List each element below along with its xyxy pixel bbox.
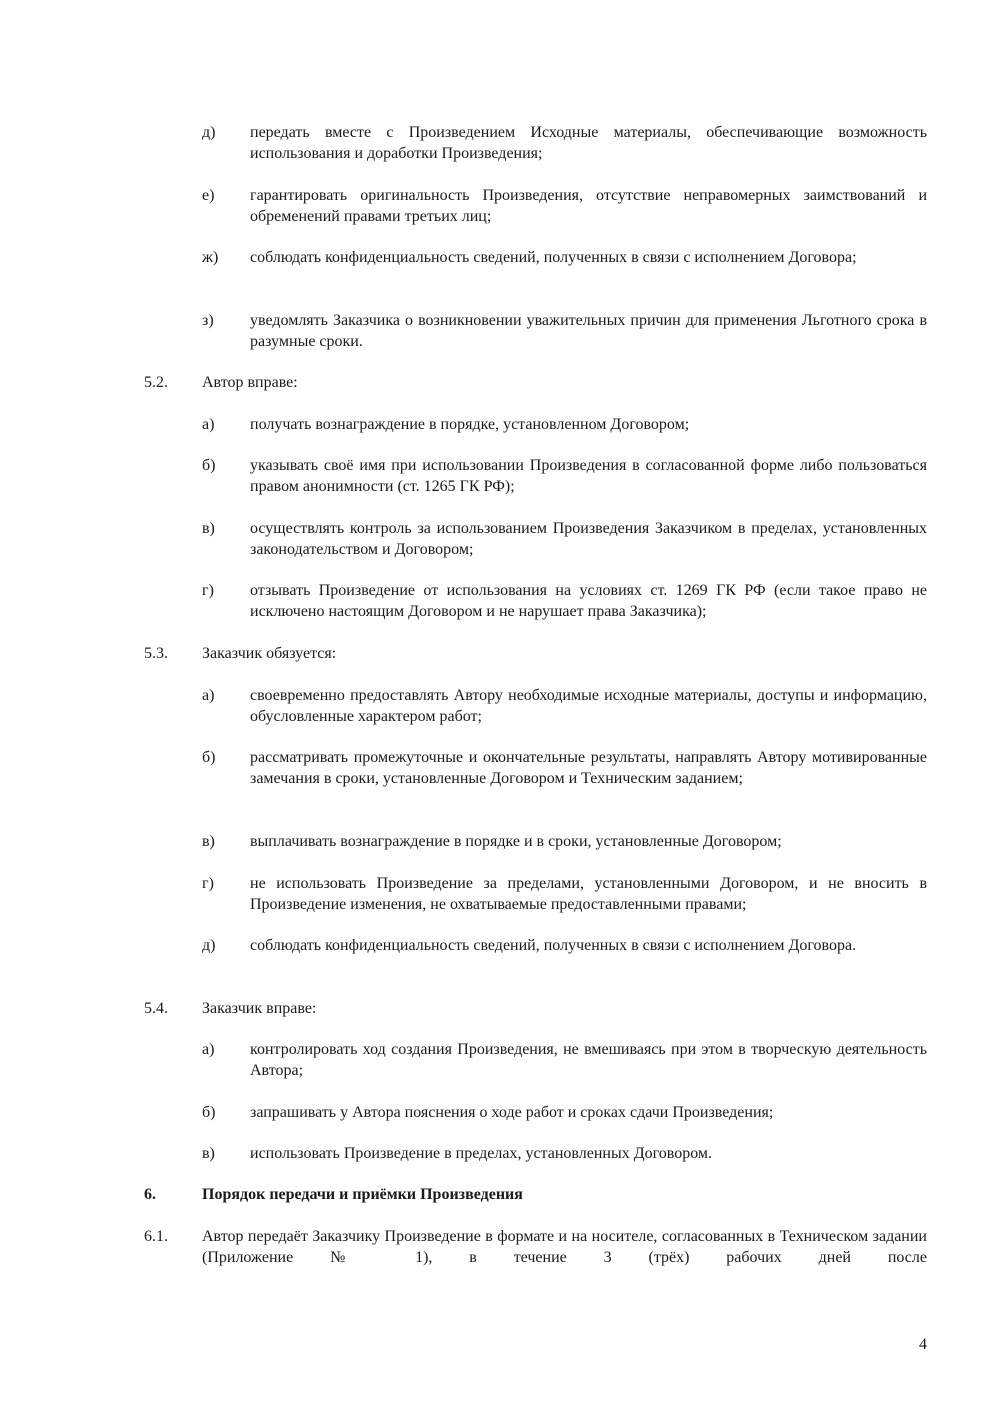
item-text: запрашивать у Автора пояснения о ходе работ и сроках сдачи Произведения; (250, 1104, 774, 1121)
item-text: рассматривать промежуточные и окончательные результаты, направлять Автору мотивированные замечания в сроки, установленные Договором и Техническим заданием; (250, 749, 927, 787)
item-letter: в) (202, 1145, 215, 1162)
item-letter: ж) (202, 249, 219, 266)
item-text: указывать своё имя при использовании Произведения в согласованной форме либо пользоваться правом анонимности (ст. 1265 ГК РФ); (250, 457, 927, 495)
clause-number: 5.2. (144, 374, 168, 391)
item-letter: б) (202, 1104, 216, 1121)
item-letter: д) (202, 124, 216, 141)
item-text: соблюдать конфиденциальность сведений, полученных в связи с исполнением Договора. (250, 937, 857, 954)
item-letter: а) (202, 416, 215, 433)
page-number: 4 (919, 1336, 927, 1353)
item-letter: е) (202, 187, 215, 204)
item-text: получать вознаграждение в порядке, установленном Договором; (250, 416, 690, 433)
item-letter: а) (202, 1041, 215, 1058)
item-letter: в) (202, 833, 215, 850)
item-text: передать вместе с Произведением Исходные материалы, обеспечивающие возможность использования и доработки Произведения; (250, 124, 927, 162)
item-letter: а) (202, 687, 215, 704)
item-text: соблюдать конфиденциальность сведений, полученных в связи с исполнением Договора; (250, 249, 857, 266)
item-text: уведомлять Заказчика о возникновении уважительных причин для применения Льготного срока в разумные сроки. (250, 312, 927, 350)
item-text: своевременно предоставлять Автору необходимые исходные материалы, доступы и информацию, обусловленные характером работ; (250, 687, 927, 725)
item-text: выплачивать вознаграждение в порядке и в сроки, установленные Договором; (250, 833, 782, 850)
item-letter: б) (202, 457, 216, 474)
clause-number: 6.1. (144, 1228, 168, 1245)
item-text: контролировать ход создания Произведения, не вмешиваясь при этом в творческую деятельность Автора; (250, 1041, 927, 1079)
item-text: использовать Произведение в пределах, установленных Договором. (250, 1145, 713, 1162)
clause-title: Заказчик вправе: (202, 1000, 317, 1017)
item-letter: д) (202, 937, 216, 954)
clause-title: Автор вправе: (202, 374, 298, 391)
section-title: Порядок передачи и приёмки Произведения (202, 1186, 523, 1203)
section-number: 6. (144, 1186, 156, 1203)
item-letter: г) (202, 875, 214, 892)
item-text: отзывать Произведение от использования на условиях ст. 1269 ГК РФ (если такое право не исключено настоящим Договором и не нарушает права Заказчика); (250, 582, 927, 620)
item-letter: в) (202, 520, 215, 537)
clause-number: 5.4. (144, 1000, 168, 1017)
item-text: не использовать Произведение за пределами, установленными Договором, и не вносить в Произведение изменения, не охватываемые предоставленными правами; (250, 875, 927, 913)
item-text: осуществлять контроль за использованием Произведения Заказчиком в пределах, установленных законодательством и Договором; (250, 520, 927, 558)
item-text: гарантировать оригинальность Произведения, отсутствие неправомерных заимствований и обременений правами третьих лиц; (250, 187, 927, 225)
clause-title: Заказчик обязуется: (202, 645, 337, 662)
item-letter: г) (202, 582, 214, 599)
item-letter: з) (202, 312, 214, 329)
clause-text: Автор передаёт Заказчику Произведение в формате и на носителе, согласованных в Техническом задании (Приложение № 1), в течение 3 (трёх) рабочих дней после (202, 1228, 927, 1266)
item-letter: б) (202, 749, 216, 766)
clause-number: 5.3. (144, 645, 168, 662)
